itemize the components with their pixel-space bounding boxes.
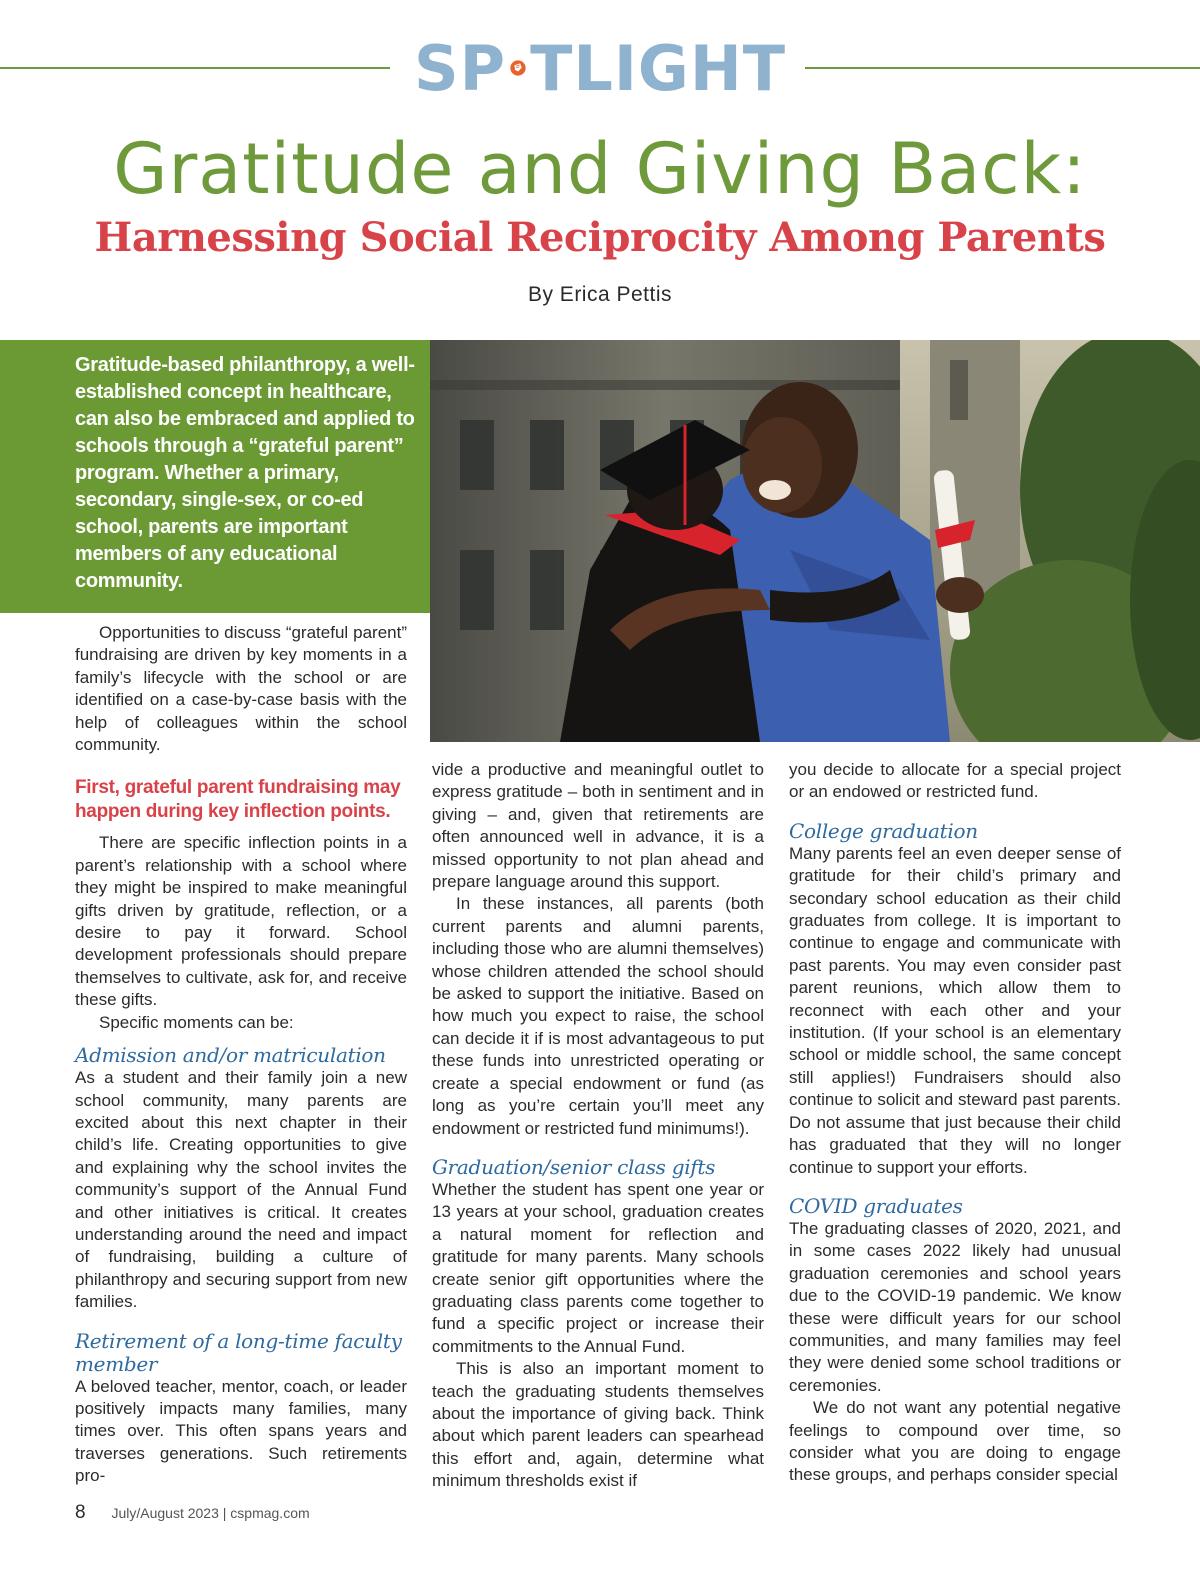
paragraph: vide a productive and meaningful outlet to express gratitude – both in sentiment and in giving – and, given that retirements are often announced well in advance, it is a missed opportunity to not plan ahead and prepare language around this support. bbox=[432, 760, 764, 892]
subhead-graduation: Graduation/senior class gifts bbox=[432, 1154, 716, 1179]
article-subtitle: Harnessing Social Reciprocity Among Parents bbox=[94, 214, 1106, 261]
page-number: 8 bbox=[75, 1502, 86, 1523]
graduation-hug-photo bbox=[430, 340, 1200, 742]
subhead-admission: Admission and/or matriculation bbox=[75, 1043, 386, 1068]
paragraph: Specific moments can be: bbox=[99, 1012, 294, 1032]
paragraph: Whether the student has spent one year or 13 years at your school, graduation creates a natural moment for reflection and gratitude for many parents. Many schools create senior gift opportunities where the graduating class parents come together to fund a specific project or increase their commitments to the Annual Fund. bbox=[432, 1179, 764, 1356]
paragraph: you decide to allocate for a special project or an endowed or restricted fund. bbox=[789, 760, 1121, 802]
paragraph: In these instances, all parents (both current parents and alumni parents, including those who are alumni themselves) whose children attended the school should be asked to support the initiative. Based on how much you expect to raise, the school can decide it if is most advantageous to put these funds into unrestricted operating or create a special endowment or fund (as long as you’re certain you’ll meet any endowment or restricted fund minimums!). bbox=[432, 894, 764, 1138]
column-1 bbox=[75, 622, 407, 1488]
article-byline: By Erica Pettis bbox=[527, 283, 673, 306]
subhead-college-graduation: College graduation bbox=[789, 818, 978, 843]
subhead-retirement: Retirement of a long-time faculty member bbox=[75, 1328, 402, 1376]
subhead-covid-graduates: COVID graduates bbox=[789, 1193, 963, 1218]
column-2 bbox=[432, 759, 764, 1493]
header-rule-left bbox=[0, 67, 390, 69]
page-footer bbox=[75, 1502, 310, 1524]
paragraph: A beloved teacher, mentor, coach, or leader positively impacts many families, many times over. This often spans years and traverses generations. Such retirements pro- bbox=[75, 1376, 407, 1486]
column-3 bbox=[789, 759, 1121, 1487]
spotlight-text-start: SP bbox=[414, 31, 507, 105]
paragraph: Opportunities to discuss “grateful parent” fundraising are driven by key moments in a family’s lifecycle with the school or are identified on a case-by-case basis with the help of colleagues within the school community. bbox=[75, 623, 407, 755]
spotlight-logo bbox=[414, 30, 786, 106]
callout-heading: First, grateful parent fundraising may happen during key inflection points. bbox=[75, 777, 401, 823]
paragraph: Many parents feel an even deeper sense of gratitude for their child’s primary and secondary school education as their child graduates from college. It is important to continue to engage and communicate with past parents. You may even consider past parent reunions, which allow them to reconnect with each other and your institution. (If your school is an elementary school or middle school, the same concept still applies!) Fundraisers should also continue to solicit and steward past parents. Do not assume that just because their child has graduated that they will no longer continue to support your efforts. bbox=[789, 843, 1121, 1177]
paragraph: We do not want any potential negative feelings to compound over time, so consider what you are doing to engage these groups, and perhaps consider special bbox=[789, 1398, 1121, 1485]
paragraph: The graduating classes of 2020, 2021, and in some cases 2022 likely had unusual graduation ceremonies and school years due to the COVID-19 pandemic. We know these were difficult years for our school communities, and many families may feel they were denied some school traditions or ceremonies. bbox=[789, 1218, 1121, 1395]
spotlight-text-end: TLIGHT bbox=[530, 31, 786, 105]
spotlight-badge-icon bbox=[510, 43, 526, 93]
article-title: Gratitude and Giving Back: bbox=[113, 128, 1087, 210]
intro-text: Gratitude-based philanthropy, a well-established concept in healthcare, can also be embraced and applied to schools through a “grateful parent” program. Whether a primary, secondary, single-sex, or co-ed school, parents are important members of any educational community. bbox=[75, 354, 415, 592]
paragraph: As a student and their family join a new school community, many parents are excited about this next chapter in their child’s life. Creating opportunities to give and explaining why the school invites the community’s support of the Annual Fund and other initiatives is critical. It creates understanding around the need and impact of fundraising, building a culture of philanthropy and securing support from new families. bbox=[75, 1068, 407, 1312]
paragraph: There are specific inflection points in a parent’s relationship with a school where they might be inspired to make meaningful gifts driven by gratitude, reflection, or a desire to pay it forward. School development professionals should prepare themselves to cultivate, ask for, and receive these gifts. bbox=[75, 833, 407, 1010]
header-rule-right bbox=[805, 67, 1200, 69]
paragraph: This is also an important moment to teach the graduating students themselves about the importance of giving back. Think about which parent leaders can spearhead this effort and, again, determine what minimum thresholds exist if bbox=[432, 1359, 764, 1491]
issue-info: July/August 2023 | cspmag.com bbox=[111, 1505, 310, 1521]
